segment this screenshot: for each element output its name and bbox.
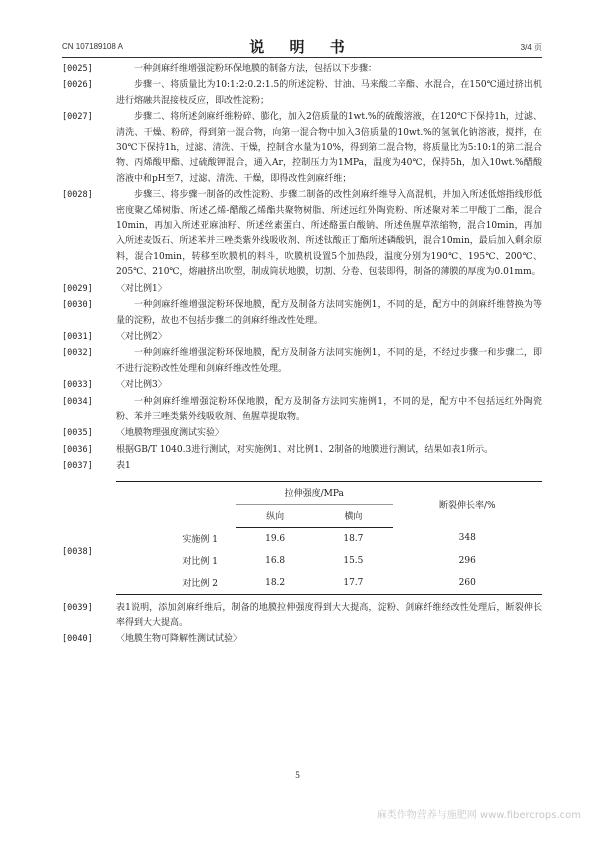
- paragraph-number: [0036]: [62, 444, 93, 455]
- transverse-value: 17.7: [314, 572, 392, 595]
- paragraph-text: 步骤二、将所述剑麻纤维粉碎、膨化，加入2倍质量的1wt.%的硫酸溶液，在120℃下保持1h，过滤、清洗、干燥、粉碎，得到第一混合物，向第一混合物中加入3倍质量的10wt.%的氢氧化钠溶液，搅拌，在30℃下保持1h，过滤、清洗、干燥，控制含水量为10%，得到第二混合物，将质量比为5:10:1的第二混合物、丙烯酸甲酯、过硫酸钾混合，通入Ar，控制压力为1MPa，温度为40℃，保持5h，加入10wt.%醋酸溶液中和pH至7，过滤、清洗、干燥，即得改性剑麻纤维；: [116, 112, 542, 184]
- paragraph-text: 〈对比例3〉: [116, 380, 167, 391]
- paragraph: [62, 298, 542, 329]
- paragraph-text: 〈地膜物理强度测试实验〉: [116, 428, 225, 439]
- table-row: [116, 550, 542, 572]
- table-corner-cell: [116, 481, 236, 527]
- longitudinal-value: 16.8: [265, 555, 286, 566]
- paragraph-number: [0026]: [62, 80, 93, 91]
- paragraph-number: [0037]: [62, 461, 93, 472]
- paragraph-number: [0040]: [62, 634, 93, 645]
- paragraph: [62, 282, 542, 297]
- paragraph: [62, 330, 542, 345]
- paragraph-list-after-table: [62, 601, 542, 648]
- document-body: [62, 62, 542, 649]
- paragraph-number: [0032]: [62, 348, 93, 359]
- paragraph: [62, 110, 542, 187]
- paragraph-number: [0039]: [62, 602, 93, 613]
- table-paragraph-number: [0038]: [62, 546, 93, 557]
- paragraph-text: 一种剑麻纤维增强淀粉环保地膜，配方及制备方法同实施例1，不同的是，配方中不包括远红外陶瓷粉、苯并三唑类紫外线吸收剂、鱼腥草提取物。: [116, 396, 542, 422]
- table-row: [116, 527, 542, 550]
- paragraph: [62, 378, 542, 393]
- table-row: [116, 572, 542, 595]
- paragraph-text: 根据GB/T 1040.3进行测试，对实施例1、对比例1、2制备的地膜进行测试，结果如表1所示。: [116, 444, 494, 455]
- results-table: [116, 481, 542, 595]
- elongation-value: 260: [393, 572, 542, 595]
- patent-number: CN 107189108 A: [62, 42, 123, 51]
- paragraph-number: [0031]: [62, 331, 93, 342]
- paragraph: [62, 459, 542, 474]
- paragraph-text: 步骤三、将步骤一制备的改性淀粉、步骤二制备的改性剑麻纤维导入高混机，并加入所述低熔指线形低密度聚乙烯树脂、所述乙烯-醋酸乙烯酯共聚物树脂、所述远红外陶瓷粉、所述聚对苯二甲酸丁二酯，混合10min，再加入所述亚麻油籽、所述丝素蛋白、所述酪蛋白酸钠、所述鱼腥草浓缩物，混合10min，再加入所述麦饭石、所述苯并三唑类紫外线吸收剂、所述钛酸正丁酯所述磷酸钒，混合10min，最后加入剩余原料，混合10min，转移至吹膜机的料斗，吹膜机设置5个加热段，温度分别为190℃、195℃、200℃、205℃、210℃，熔融挤出吹塑，制成筒状地膜，切割、分卷、包装即得，制备的薄膜的厚度为0.01mm。: [116, 190, 542, 278]
- page-header: [62, 36, 542, 56]
- paragraph-number: [0033]: [62, 380, 93, 391]
- paragraph: [62, 188, 542, 280]
- paragraph-text: 〈地膜生物可降解性测试试验〉: [116, 634, 243, 645]
- row-label: 对比例 1: [182, 557, 218, 568]
- page-count: 3/4 页: [520, 43, 542, 52]
- paragraph: [62, 443, 542, 458]
- paragraph-number: [0025]: [62, 64, 93, 74]
- longitudinal-value: 19.6: [265, 533, 286, 544]
- paragraph: [62, 601, 542, 632]
- paragraph-number: [0027]: [62, 112, 93, 123]
- results-table-wrap: [62, 481, 542, 595]
- paragraph-text: 一种剑麻纤维增强淀粉环保地膜，配方及制备方法同实施例1，不同的是，配方中的剑麻纤维替换为等量的淀粉，故也不包括步骤二的剑麻纤维改性处理。: [116, 300, 542, 326]
- elongation-header: 断裂伸长率/%: [393, 481, 542, 527]
- paragraph-text: 表1: [116, 461, 131, 472]
- paragraph-text: 一种剑麻纤维增强淀粉环保地膜的制备方法，包括以下步骤：: [134, 64, 378, 74]
- paragraph: [62, 632, 542, 647]
- tensile-strength-header: 拉伸强度/MPa: [236, 481, 393, 504]
- paragraph: [62, 346, 542, 377]
- paragraph-number: [0035]: [62, 428, 93, 439]
- paragraph-number: [0028]: [62, 190, 93, 201]
- paragraph-list: [62, 62, 542, 475]
- paragraph-number: [0030]: [62, 300, 93, 311]
- transverse-value: 15.5: [343, 555, 364, 566]
- paragraph-text: 〈对比例2〉: [116, 331, 167, 342]
- elongation-value: 296: [458, 555, 476, 566]
- header-divider: [62, 57, 542, 58]
- longitudinal-header: 纵向: [236, 504, 314, 527]
- document-title: 说 明 书: [249, 38, 355, 56]
- paragraph-text: 表1说明，添加剑麻纤维后，制备的地膜拉伸强度得到大大提高，淀粉、剑麻纤维经改性处理后，断裂伸长率得到大大提高。: [116, 602, 542, 628]
- row-label: 实施例 1: [182, 534, 218, 545]
- paragraph: [62, 62, 542, 77]
- row-label: 对比例 2: [116, 572, 236, 595]
- paragraph-number: [0034]: [62, 396, 93, 407]
- page-number: 5: [295, 770, 300, 780]
- paragraph: [62, 395, 542, 426]
- paragraph-text: 一种剑麻纤维增强淀粉环保地膜，配方及制备方法同实施例1，不同的是，不经过步骤一和步骤二，即不进行淀粉改性处理和剑麻纤维改性处理。: [116, 348, 542, 374]
- paragraph: [62, 78, 542, 109]
- site-watermark: 麻类作物营养与施肥网 www.fibercrops.com: [376, 810, 581, 821]
- elongation-value: 348: [458, 533, 476, 544]
- transverse-value: 18.7: [343, 533, 364, 544]
- paragraph-text: 〈对比例1〉: [116, 283, 167, 294]
- paragraph-number: [0029]: [62, 283, 93, 294]
- longitudinal-value: 18.2: [236, 572, 314, 595]
- paragraph: [62, 426, 542, 441]
- transverse-header: 横向: [314, 504, 392, 527]
- paragraph-text: 步骤一、将质量比为10:1:2:0.2:1.5的所述淀粉、甘油、马来酸二辛酯、水混合，在150℃通过挤出机进行熔融共混接枝反应，即改性淀粉；: [116, 80, 542, 106]
